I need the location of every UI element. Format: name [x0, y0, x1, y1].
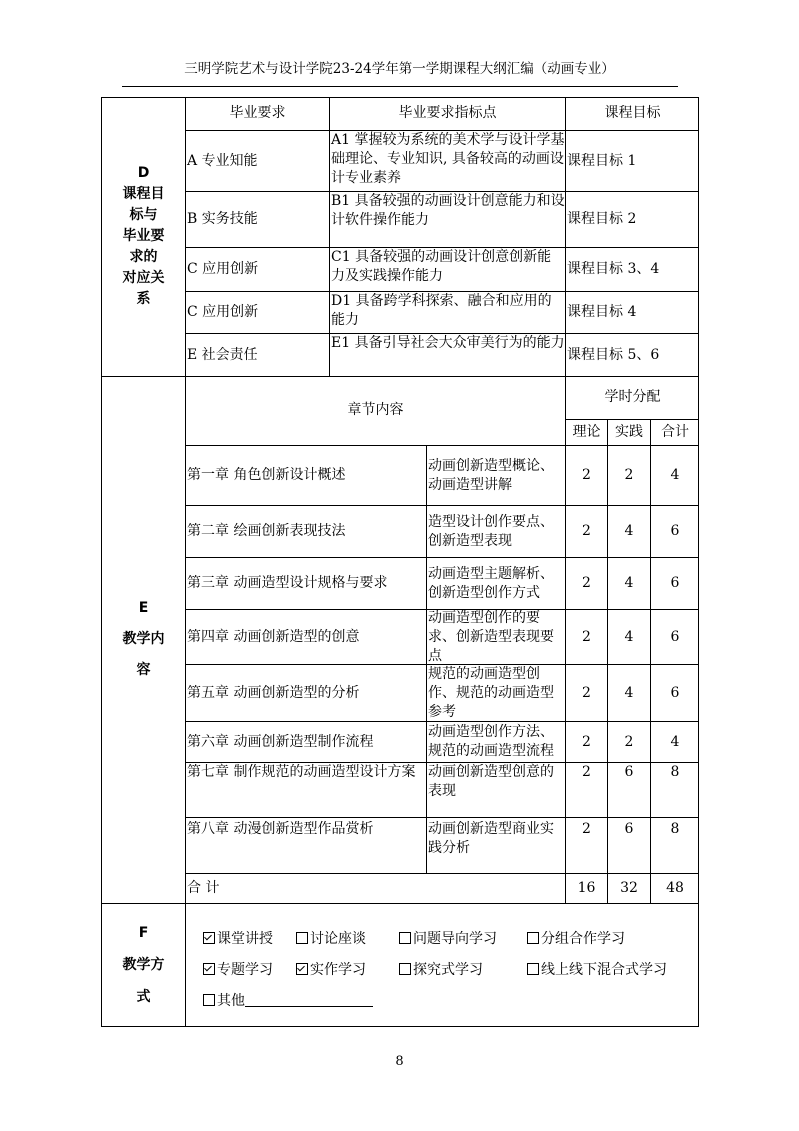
teaching-method-label: 实作学习	[310, 962, 366, 978]
requirement-indicator: D1 具备跨学科探索、融合和应用的能力	[330, 292, 566, 334]
teaching-method-option[interactable]	[399, 961, 483, 979]
total-total: 48	[666, 880, 684, 896]
graduation-requirement: B 实务技能	[186, 192, 330, 248]
teaching-method-option[interactable]	[296, 961, 366, 979]
total-practice: 32	[608, 874, 651, 903]
teaching-method-label: 课堂讲授	[217, 931, 273, 947]
chapter-topics: 动画造型创作的要求、创新造型表现要点	[427, 610, 566, 665]
checked-checkbox-icon[interactable]	[296, 963, 308, 975]
chapter-title: 第四章 动画创新造型的创意	[186, 610, 427, 665]
page-number: 8	[395, 1054, 404, 1069]
course-goal: 课程目标 1	[566, 131, 699, 192]
checkbox-icon[interactable]	[399, 963, 411, 975]
chapter-topics: 动画创新造型创意的表现	[427, 763, 566, 818]
requirement-indicator: B1 具备较强的动画设计创意能力和设计软件操作能力	[330, 192, 566, 248]
chapter-title: 第五章 动画创新造型的分析	[186, 665, 427, 722]
chapter-title: 第六章 动画创新造型制作流程	[186, 722, 427, 763]
teaching-method-label: 分组合作学习	[541, 931, 625, 947]
hours-theory: 2	[566, 763, 608, 818]
section-d-col-header: 毕业要求	[186, 97, 330, 131]
section-d-label-line: 系	[136, 291, 151, 307]
course-goal: 课程目标 3、4	[566, 248, 699, 292]
teaching-method-option[interactable]	[203, 930, 273, 948]
graduation-requirement: C 应用创新	[186, 292, 330, 334]
hours-total: 4	[651, 446, 699, 506]
hours-practice: 6	[608, 818, 651, 874]
chapter-title: 第一章 角色创新设计概述	[186, 446, 427, 506]
hours-practice: 4	[608, 506, 651, 558]
teaching-method-label: 探究式学习	[413, 962, 483, 978]
teaching-method-option[interactable]	[399, 930, 497, 948]
section-d-label-line: 课程目	[122, 186, 165, 202]
hours-total: 8	[651, 763, 699, 818]
hours-theory: 2	[566, 722, 608, 763]
hours-practice: 6	[608, 763, 651, 818]
teaching-method-option[interactable]	[527, 961, 667, 979]
requirement-indicator: C1 具备较强的动画设计创意创新能力及实践操作能力	[330, 248, 566, 292]
section-d-label-line: D	[137, 165, 150, 181]
chapter-title: 第二章 绘画创新表现技法	[186, 506, 427, 558]
hours-header: 学时分配	[566, 376, 699, 420]
graduation-requirement: E 社会责任	[186, 334, 330, 376]
chapter-topics: 造型设计创作要点、创新造型表现	[427, 506, 566, 558]
course-goal: 课程目标 4	[566, 292, 699, 334]
total-theory: 16	[566, 874, 608, 903]
requirement-indicator: E1 具备引导社会大众审美行为的能力	[330, 334, 566, 376]
hours-theory: 2	[566, 610, 608, 665]
teaching-method-label: 专题学习	[217, 962, 273, 978]
chapter-topics: 规范的动画造型创作、规范的动画造型参考	[427, 665, 566, 722]
checkbox-icon[interactable]	[296, 932, 308, 944]
total-label: 合 计	[186, 874, 566, 903]
graduation-requirement: A 专业知能	[186, 131, 330, 192]
hours-col-header: 实践	[608, 420, 651, 446]
section-d-col-header: 毕业要求指标点	[330, 97, 566, 131]
section-e-label-line: 容	[136, 662, 151, 678]
hours-theory: 2	[566, 506, 608, 558]
section-d-label-line: 标与	[129, 207, 158, 223]
section-d-label-line: 求的	[129, 249, 158, 265]
chapter-topics: 动画造型创作方法、规范的动画造型流程	[427, 722, 566, 763]
graduation-requirement: C 应用创新	[186, 248, 330, 292]
checkbox-icon[interactable]	[527, 963, 539, 975]
teaching-method-option[interactable]	[203, 961, 273, 979]
teaching-method-label: 其他	[217, 993, 245, 1009]
checkbox-icon[interactable]	[527, 932, 539, 944]
chapter-title: 第七章 制作规范的动画造型设计方案	[186, 763, 427, 818]
hours-theory: 2	[566, 558, 608, 610]
teaching-method-label: 问题导向学习	[413, 931, 497, 947]
section-f-label-text	[123, 917, 165, 1013]
checked-checkbox-icon[interactable]	[203, 932, 215, 944]
chapter-topics: 动画造型主题解析、创新造型创作方式	[427, 558, 566, 610]
hours-theory: 2	[566, 818, 608, 874]
teaching-method-option[interactable]	[296, 930, 366, 948]
hours-practice: 2	[608, 446, 651, 506]
chapter-topics: 动画创新造型概论、动画造型讲解	[427, 446, 566, 506]
checked-checkbox-icon[interactable]	[203, 963, 215, 975]
teaching-method-option[interactable]	[203, 992, 373, 1010]
section-e-label-line: 教学内	[122, 631, 165, 647]
section-f-label	[101, 903, 186, 1027]
chapter-header: 章节内容	[186, 376, 566, 446]
hours-total: 6	[651, 506, 699, 558]
course-goal: 课程目标 2	[566, 192, 699, 248]
section-f-label-line: F	[138, 925, 149, 941]
section-d-label-line: 对应关	[122, 270, 165, 286]
hours-total: 6	[651, 558, 699, 610]
hours-total: 8	[651, 818, 699, 874]
teaching-method-label: 线上线下混合式学习	[541, 962, 667, 978]
checkbox-icon[interactable]	[203, 994, 215, 1006]
chapter-title: 第三章 动画造型设计规格与要求	[186, 558, 427, 610]
hours-practice: 4	[608, 558, 651, 610]
section-d-col-header: 课程目标	[566, 97, 699, 131]
teaching-method-label: 讨论座谈	[310, 931, 366, 947]
hours-total: 4	[651, 722, 699, 763]
section-e-label	[101, 376, 186, 903]
hours-total: 6	[651, 665, 699, 722]
section-e-label-text	[123, 593, 165, 686]
hours-theory: 2	[566, 665, 608, 722]
section-divider	[101, 903, 699, 904]
section-d-label-text	[123, 163, 165, 310]
hours-practice: 4	[608, 665, 651, 722]
hours-theory: 2	[566, 446, 608, 506]
header-rule	[122, 86, 678, 87]
chapter-topics: 动画创新造型商业实践分析	[427, 818, 566, 874]
other-blank-line[interactable]	[245, 992, 373, 1007]
requirement-indicator: A1 掌握较为系统的美术学与设计学基础理论、专业知识, 具备较高的动画设计专业素养	[330, 131, 566, 192]
section-e-label-line: E	[138, 600, 149, 616]
section-f-label-line: 式	[136, 989, 151, 1005]
checkbox-icon[interactable]	[399, 932, 411, 944]
teaching-method-option[interactable]	[527, 930, 625, 948]
hours-practice: 2	[608, 722, 651, 763]
section-d-label-line: 毕业要	[122, 228, 165, 244]
hours-col-header: 理论	[566, 420, 608, 446]
hours-col-header: 合计	[651, 420, 699, 446]
chapter-title: 第八章 动漫创新造型作品赏析	[186, 818, 427, 874]
page-header: 三明学院艺术与设计学院23-24学年第一学期课程大纲汇编（动画专业）	[184, 61, 615, 77]
hours-practice: 4	[608, 610, 651, 665]
section-f-label-line: 教学方	[122, 957, 165, 973]
section-d-label	[101, 97, 186, 376]
course-goal: 课程目标 5、6	[567, 346, 660, 363]
hours-total: 6	[651, 610, 699, 665]
